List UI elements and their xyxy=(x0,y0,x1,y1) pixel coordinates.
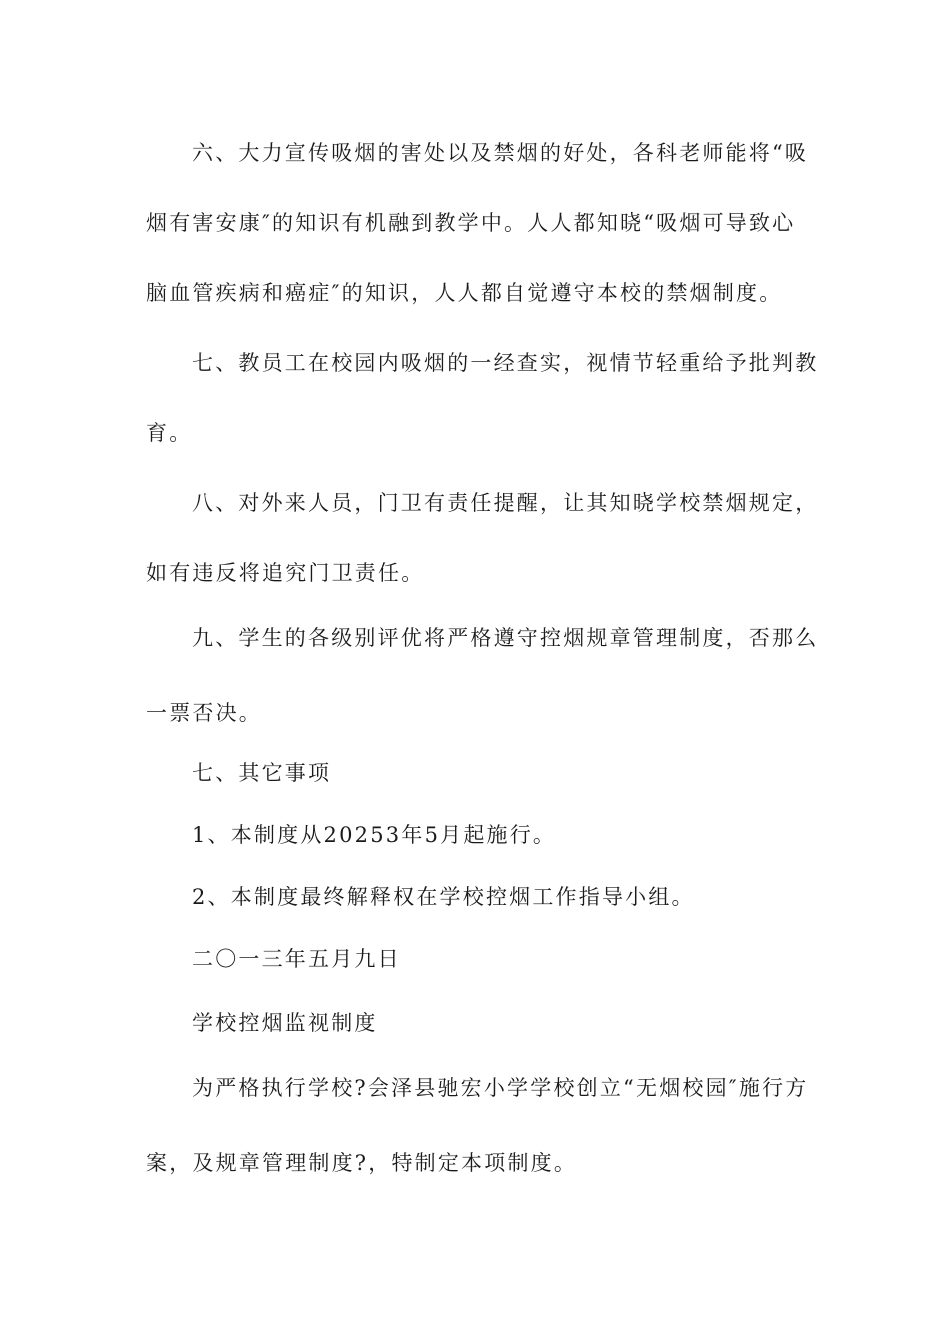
paragraph-six-line-2: 烟有害安康″的知识有机融到教学中。人人都知晓“吸烟可导致心 xyxy=(146,211,796,235)
section-heading-other-matters: 七、其它事项 xyxy=(192,761,332,785)
item-1-effective-date: 1、本制度从20253年5月起施行。 xyxy=(192,823,557,847)
paragraph-eight-line-1: 八、对外来人员，门卫有责任提醒，让其知晓学校禁烟规定， xyxy=(192,491,819,515)
document-title-monitoring-system: 学校控烟监视制度 xyxy=(192,1011,378,1035)
paragraph-nine-line-1: 九、学生的各级别评优将严格遵守控烟规章管理制度，否那么 xyxy=(192,626,819,650)
paragraph-seven-line-2: 育。 xyxy=(146,421,193,445)
intro-paragraph-line-2: 案，及规章管理制度?，特制定本项制度。 xyxy=(146,1151,578,1175)
paragraph-six-line-1: 六、大力宣传吸烟的害处以及禁烟的好处，各科老师能将“吸 xyxy=(192,141,809,165)
paragraph-eight-line-2: 如有违反将追究门卫责任。 xyxy=(146,561,425,585)
item-2-interpretation: 2、本制度最终解释权在学校控烟工作指导小组。 xyxy=(192,885,695,909)
intro-paragraph-line-1: 为严格执行学校?会泽县驰宏小学学校创立“无烟校园″施行方 xyxy=(192,1076,809,1100)
paragraph-nine-line-2: 一票否决。 xyxy=(146,701,262,725)
paragraph-seven-line-1: 七、教员工在校园内吸烟的一经查实，视情节轻重给予批判教 xyxy=(192,351,819,375)
paragraph-six-line-3: 脑血管疾病和癌症″的知识，人人都自觉遵守本校的禁烟制度。 xyxy=(146,281,783,305)
document-date: 二〇一三年五月九日 xyxy=(192,947,401,971)
